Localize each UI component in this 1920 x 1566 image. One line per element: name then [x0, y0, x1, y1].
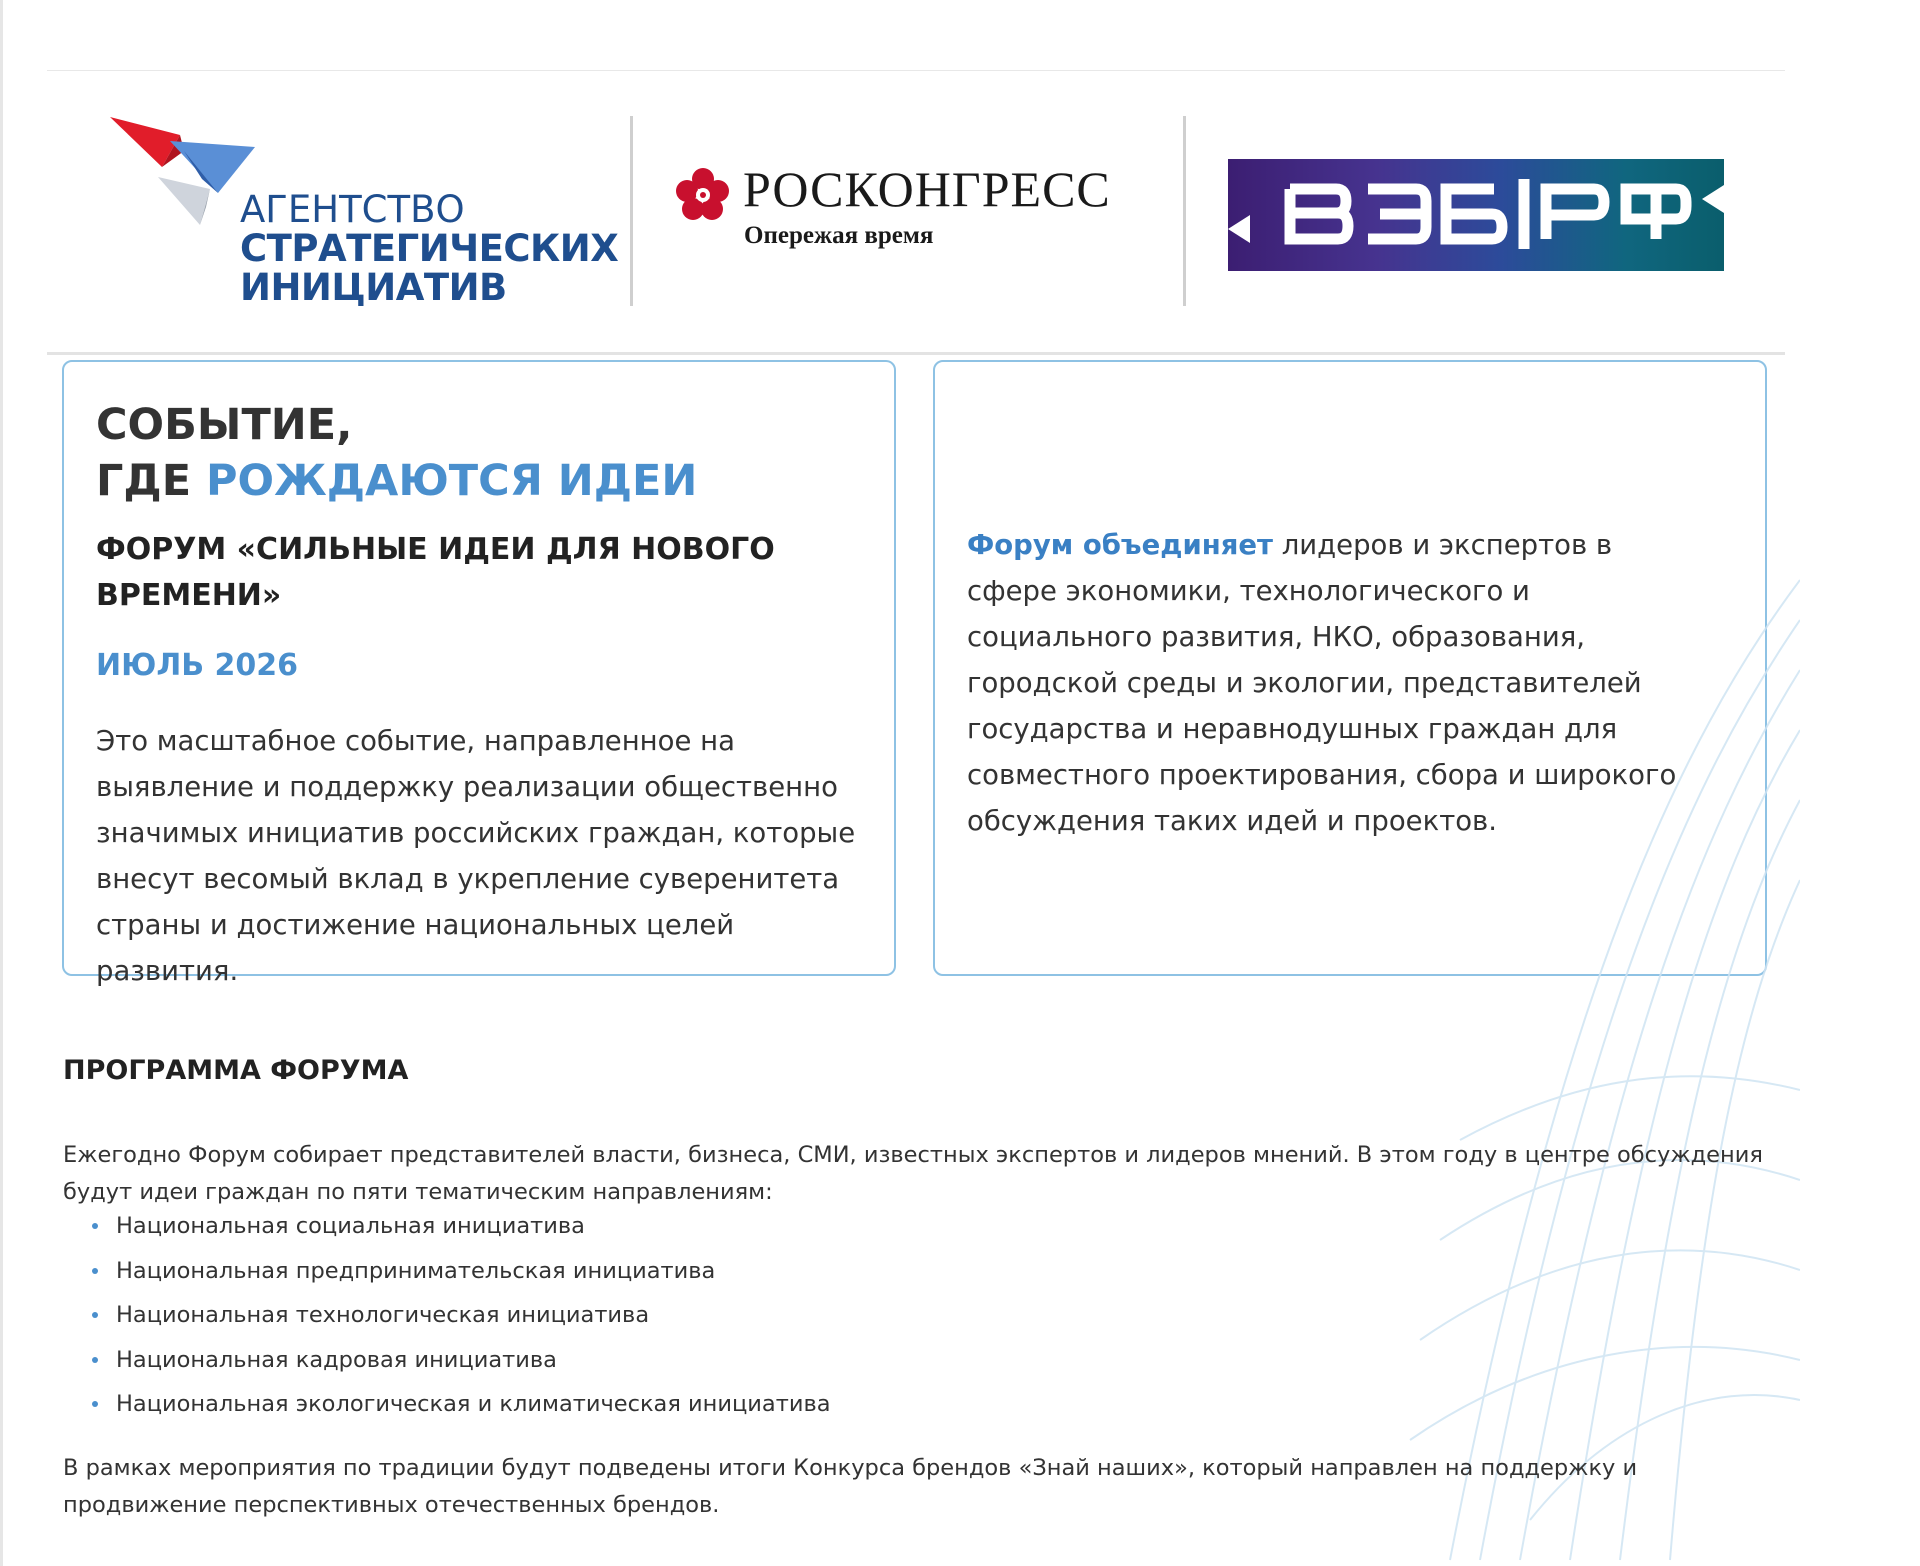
veb-rf-logo: [1228, 159, 1724, 271]
program-title: ПРОГРАММА ФОРУМА: [63, 1055, 409, 1086]
veb-rf-wordmark-icon: [1228, 159, 1724, 271]
asi-logo-line3: ИНИЦИАТИВ: [240, 266, 507, 309]
roscongress-name: РОСКОНГРЕСС: [743, 161, 1111, 217]
list-item: [92, 1345, 831, 1390]
asi-emblem-icon: [110, 115, 260, 230]
event-description: Это масштабное событие, направленное на выявление и поддержку реализации общественно значимых инициатив российских граждан, которые внесут весомый вклад в укрепление суверенитета страны и достижение национальных целей развития.: [96, 725, 856, 987]
asi-logo-line2: СТРАТЕГИЧЕСКИХ: [240, 227, 619, 270]
about-text: лидеров и экспертов в сфере экономики, технологического и социального развития, НКО, образования, городской среды и экологии, представителей государства и неравнодушных граждан для совместного проектирования, сбора и широкого обсуждения таких идей и проектов.: [967, 529, 1677, 837]
list-item-label: Национальная технологическая инициатива: [116, 1302, 650, 1328]
bullet-icon: [92, 1223, 98, 1229]
event-headline-line1: СОБЫТИЕ,: [96, 400, 353, 450]
event-headline: [96, 397, 697, 509]
list-item: [92, 1211, 831, 1256]
top-divider: [47, 70, 1785, 71]
asi-logo-line1: АГЕНТСТВО: [240, 188, 465, 231]
window-edge: [0, 0, 3, 1566]
bullet-icon: [92, 1268, 98, 1274]
roscongress-tagline: Опережая время: [744, 222, 934, 249]
bullet-icon: [92, 1357, 98, 1363]
list-item-label: Национальная предпринимательская инициатива: [116, 1257, 716, 1284]
event-headline-line2: [96, 453, 697, 509]
event-headline-prefix: ГДЕ: [96, 456, 207, 506]
list-item-label: Национальная экологическая и климатическая инициатива: [116, 1391, 831, 1417]
decorative-waves-icon: [1380, 540, 1800, 1566]
roscongress-logo: [673, 160, 1143, 270]
list-item: [92, 1300, 831, 1345]
logo-row-divider: [47, 352, 1785, 355]
about-accent: Форум объединяет: [967, 529, 1273, 561]
event-headline-accent: РОЖДАЮТСЯ ИДЕИ: [206, 456, 698, 506]
program-outro: В рамках мероприятия по традиции будут подведены итоги Конкурса брендов «Знай наших», который направлен на поддержку и продвижение перспективных отечественных брендов.: [63, 1455, 1638, 1518]
event-card: [62, 360, 896, 987]
bullet-icon: [92, 1401, 98, 1407]
forum-name: ФОРУМ «СИЛЬНЫЕ ИДЕИ ДЛЯ НОВОГО ВРЕМЕНИ»: [96, 532, 775, 613]
bullet-icon: [92, 1312, 98, 1318]
list-item-label: Национальная кадровая инициатива: [116, 1346, 557, 1373]
event-date: ИЮЛЬ 2026: [96, 648, 299, 683]
logo-separator: [630, 116, 633, 306]
program-intro: Ежегодно Форум собирает представителей власти, бизнеса, СМИ, известных экспертов и лидеров мнений. В этом году в центре обсуждения будут идеи граждан по пяти тематическим направлениям:: [63, 1142, 1763, 1205]
list-item: [92, 1256, 831, 1301]
program-list: [92, 1211, 831, 1434]
asi-logo: [110, 115, 619, 315]
roscongress-flower-icon: [673, 165, 733, 225]
logo-separator: [1183, 116, 1186, 306]
list-item-label: Национальная социальная инициатива: [116, 1213, 585, 1239]
list-item: [92, 1389, 831, 1434]
